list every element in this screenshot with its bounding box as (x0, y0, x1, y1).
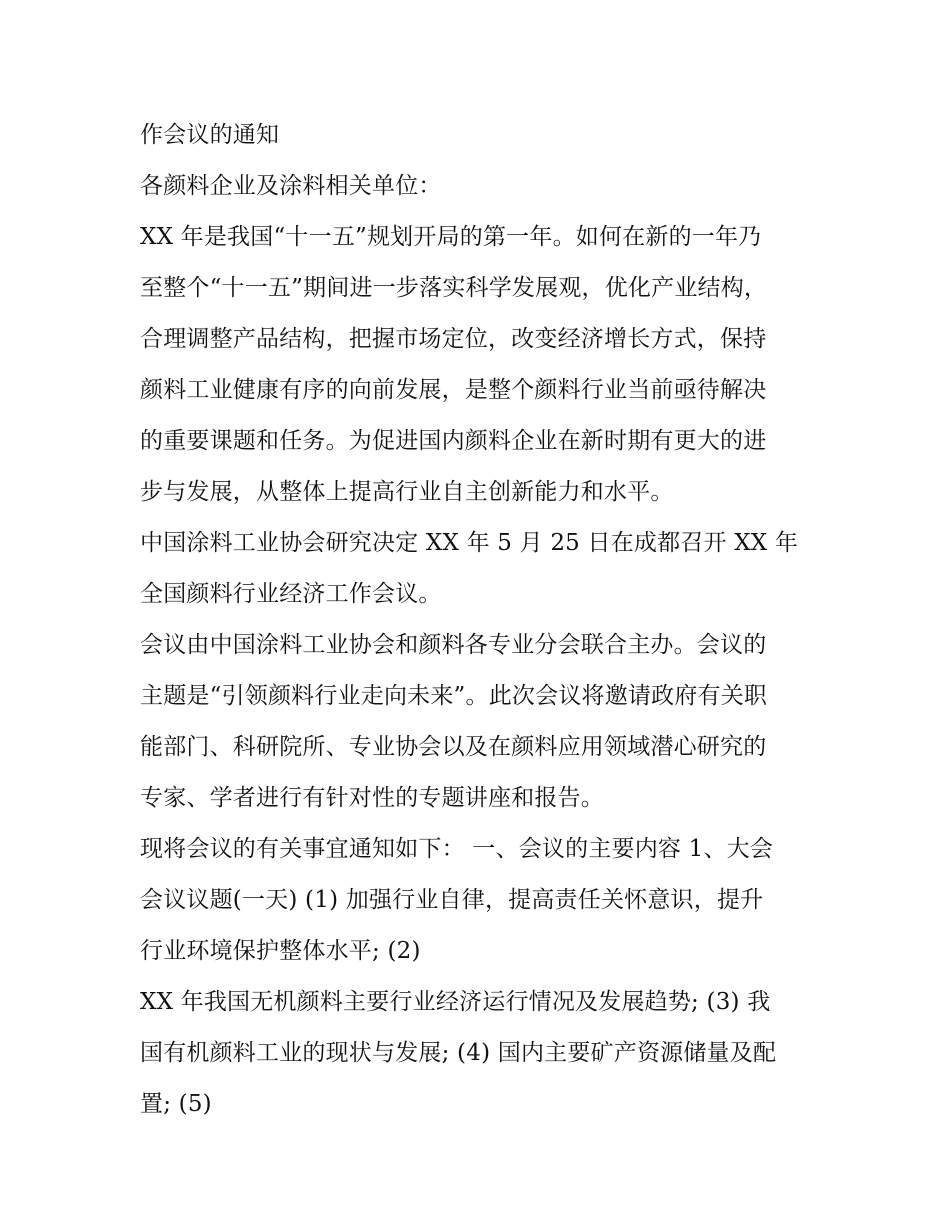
text-line: 行业环境保护整体水平; (2) (140, 938, 421, 964)
text-line: 步与发展，从整体上提高行业自主创新能力和水平。 (140, 479, 674, 505)
text-line: 现将会议的有关事宜通知如下： 一、会议的主要内容 1、大会 (140, 836, 774, 862)
text-line: 各颜料企业及涂料相关单位： (140, 173, 442, 199)
text-line: XX 年我国无机颜料主要行业经济运行情况及发展趋势; (3) 我 (140, 989, 771, 1015)
paragraph-intro (140, 212, 820, 518)
text-line: 会议由中国涂料工业协会和颜料各专业分会联合主办。会议的 (140, 632, 767, 658)
text-line: 国有机颜料工业的现状与发展; (4) 国内主要矿产资源储量及配 (140, 1040, 777, 1066)
text-line: 的重要课题和任务。为促进国内颜料企业在新时期有更大的进 (140, 428, 767, 454)
salutation (140, 161, 820, 212)
text-line: 会议议题(一天) (1) 加强行业自律，提高责任关怀意识，提升 (140, 887, 764, 913)
paragraph-organizers (140, 620, 820, 824)
text-line: 能部门、科研院所、专业协会以及在颜料应用领域潜心研究的 (140, 734, 767, 760)
text-line: 置; (5) (140, 1091, 212, 1117)
text-line: 主题是“引领颜料行业走向未来”。此次会议将邀请政府有关职 (140, 683, 768, 709)
text-line: 合理调整产品结构，把握市场定位，改变经济增长方式，保持 (140, 326, 767, 352)
paragraph-agenda (140, 824, 820, 977)
text-line: 全国颜料行业经济工作会议。 (140, 581, 442, 607)
paragraph-decision (140, 518, 820, 620)
paragraph-topics (140, 977, 820, 1130)
text-line: 作会议的通知 (140, 122, 280, 148)
document-title (140, 110, 820, 161)
text-line: XX 年是我国“十一五”规划开局的第一年。如何在新的一年乃 (140, 224, 762, 250)
document-body (140, 110, 820, 1130)
text-line: 专家、学者进行有针对性的专题讲座和报告。 (140, 785, 604, 811)
text-line: 至整个“十一五”期间进一步落实科学发展观，优化产业结构， (140, 275, 768, 301)
text-line: 中国涂料工业协会研究决定 XX 年 5 月 25 日在成都召开 XX 年 (140, 530, 799, 556)
text-line: 颜料工业健康有序的向前发展，是整个颜料行业当前亟待解决 (140, 377, 767, 403)
